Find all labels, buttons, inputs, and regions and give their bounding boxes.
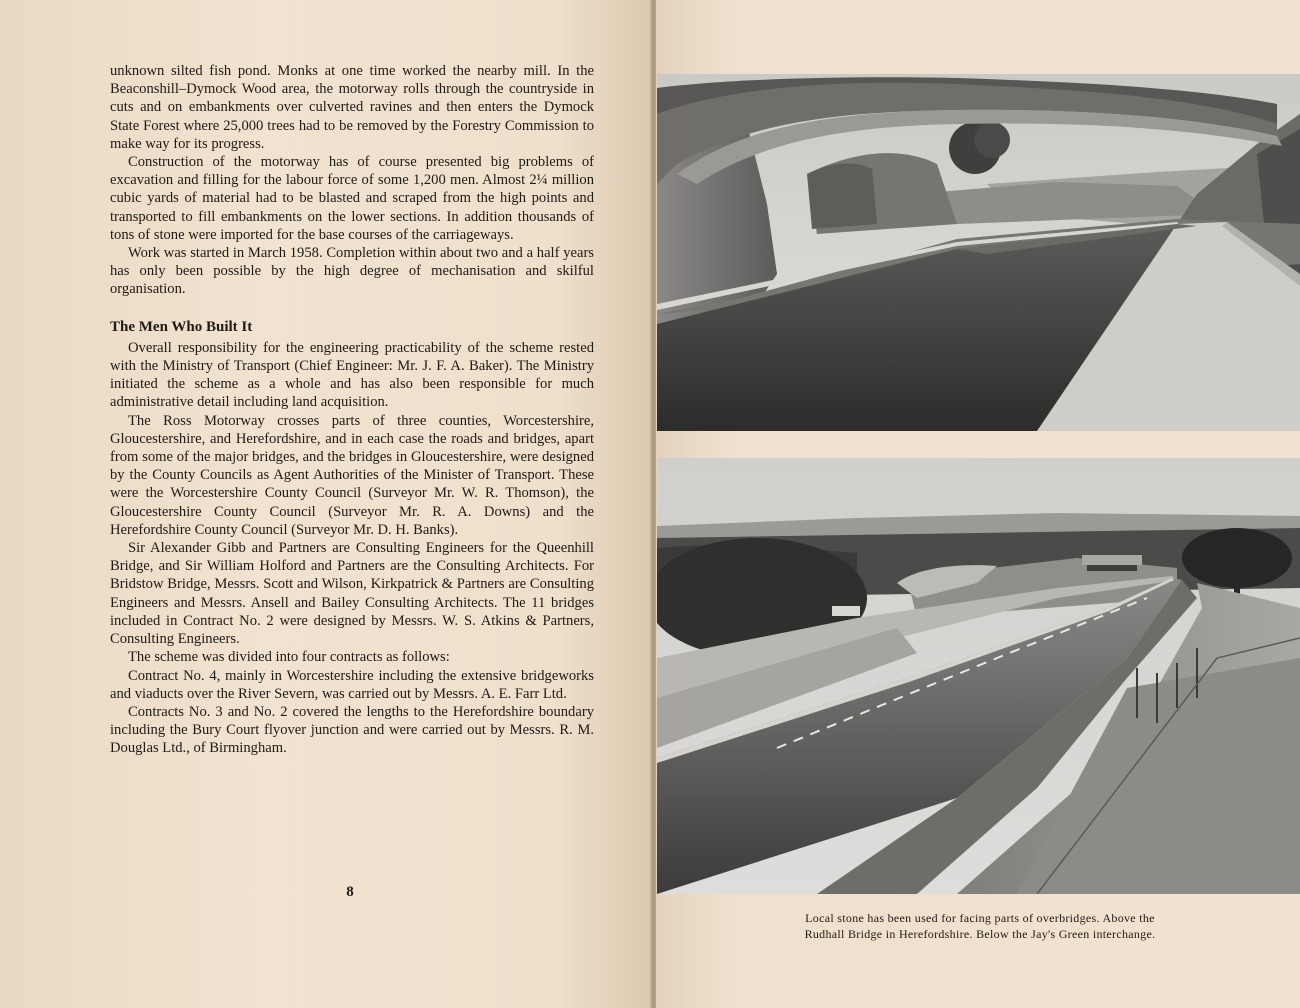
photo-caption xyxy=(700,910,1260,942)
paragraph: The scheme was divided into four contracts as follows: xyxy=(128,649,450,666)
paragraph: unknown silted fish pond. Monks at one time worked the nearby mill. In the Beaconshill–Dymock Wood area, the motorway rolls through the countryside in cuts and on embankments over culverted ravines and then enters the Dymock State Forest where 25,000 trees had to be removed by the Forestry Commission to make way for its progress. xyxy=(110,63,594,152)
photo-jays-green-interchange xyxy=(657,458,1300,894)
paragraph: The Ross Motorway crosses parts of three counties, Worcestershire, Gloucestershire, and Herefordshire, and in each case the roads and bridges, apart from some of the major bridges, and the bridges in Gloucestershire, were designed by the County Councils as Agent Authorities of the Minister of Transport. These were the Worcestershire County Council (Surveyor Mr. W. R. Thomson), the Gloucestershire County Council (Surveyor Mr. R. A. Downs) and the Herefordshire County Council (Surveyor Mr. D. H. Banks). xyxy=(110,412,594,538)
paragraph: Work was started in March 1958. Completion within about two and a half years has only been possible by the high degree of mechanisation and skilful organisation. xyxy=(110,245,594,298)
paragraph: Overall responsibility for the engineering practicability of the scheme rested with the Ministry of Transport (Chief Engineer: Mr. J. F. A. Baker). The Ministry initiated the scheme as a whole and has also been responsible for much administrative detail including land acquisition. xyxy=(110,339,594,411)
paragraph: Contracts No. 3 and No. 2 covered the lengths to the Herefordshire boundary including the Bury Court flyover junction and were carried out by Messrs. R. M. Douglas Ltd., of Birmingham. xyxy=(110,703,594,757)
body-text xyxy=(110,62,594,758)
paragraph: Contract No. 4, mainly in Worcestershire including the extensive bridgeworks and viaducts over the River Severn, was carried out by Messrs. A. E. Farr Ltd. xyxy=(110,667,594,702)
paragraph: Sir Alexander Gibb and Partners are Consulting Engineers for the Queenhill Bridge, and Sir William Holford and Partners are the Consulting Architects. For Bridstow Bridge, Messrs. Scott and Wilson, Kirkpatrick & Partners are Consulting Engineers and Messrs. Ansell and Bailey Consulting Architects. The 11 bridges included in Contract No. 2 were designed by Messrs. W. S. Atkins & Partners, Consulting Engineers. xyxy=(110,540,594,648)
photo-rudhall-bridge xyxy=(657,74,1300,431)
page-number: 8 xyxy=(346,884,354,900)
section-heading: The Men Who Built It xyxy=(110,318,253,335)
caption-line-2: Rudhall Bridge in Herefordshire. Below the Jay's Green interchange. xyxy=(804,927,1156,941)
caption-line-1: Local stone has been used for facing parts of overbridges. Above the xyxy=(805,911,1155,925)
interchange-photo-image xyxy=(657,458,1300,894)
bridge-photo-image xyxy=(657,74,1300,431)
paragraph: Construction of the motorway has of course presented big problems of excavation and filling for the labour force of some 1,200 men. Almost 2¼ million cubic yards of material had to be blasted and scraped from the high points and transported to fill embankments on the lower sections. In addition thousands of tons of stone were imported for the base courses of the carriageways. xyxy=(110,154,594,243)
